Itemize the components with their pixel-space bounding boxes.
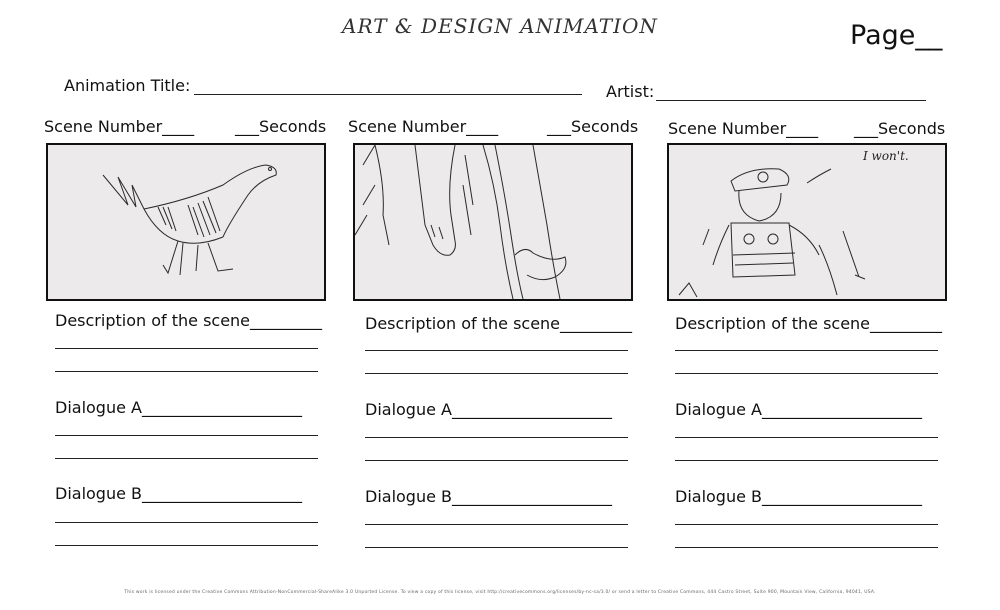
description-label: Description of the scene_________: [365, 314, 633, 333]
dialogue-a-field-3[interactable]: [675, 400, 922, 419]
description-line[interactable]: [365, 373, 628, 374]
description-line[interactable]: [365, 350, 628, 351]
scene-number-2: [348, 117, 498, 136]
dialogue-b-label: Dialogue B____________________: [55, 484, 303, 503]
page-title: ART & DESIGN ANIMATION: [342, 14, 658, 38]
description-line[interactable]: [55, 371, 318, 372]
dialogue-b-field-2[interactable]: [365, 487, 612, 506]
dialogue-b-label: Dialogue B____________________: [675, 487, 923, 506]
scene-number-3: [668, 119, 818, 138]
artist-field[interactable]: [606, 82, 926, 101]
dialogue-b-label: Dialogue B____________________: [365, 487, 613, 506]
bird-creature-sketch: [48, 145, 324, 299]
animation-title-line[interactable]: [194, 76, 582, 95]
dialogue-a-line[interactable]: [55, 435, 318, 436]
dialogue-a-label: Dialogue A____________________: [675, 400, 922, 419]
dialogue-b-line[interactable]: [55, 545, 318, 546]
seconds-3: [854, 119, 945, 138]
artist-line[interactable]: [656, 84, 926, 101]
scene-number-1: [44, 117, 194, 136]
dialogue-a-label: Dialogue A____________________: [365, 400, 612, 419]
animation-title-label: Animation Title:: [64, 76, 191, 95]
sketch-caption: I won't.: [863, 149, 909, 163]
description-line[interactable]: [675, 350, 938, 351]
scene-number-label: Scene Number____: [348, 117, 499, 136]
description-line[interactable]: [55, 348, 318, 349]
seconds-label: ___Seconds: [235, 117, 327, 136]
dialogue-b-field-1[interactable]: [55, 484, 302, 503]
artist-label: Artist:: [606, 82, 655, 101]
scene-panel-2: [353, 143, 633, 301]
scene-number-label: Scene Number____: [44, 117, 195, 136]
seconds-label: ___Seconds: [854, 119, 946, 138]
legs-and-tree-sketch: [355, 145, 631, 299]
dialogue-b-line[interactable]: [675, 524, 938, 525]
armored-soldier-sketch: [669, 145, 945, 299]
dialogue-a-line[interactable]: [675, 460, 938, 461]
scene-panel-3: [667, 143, 947, 301]
dialogue-b-field-3[interactable]: [675, 487, 922, 506]
dialogue-a-line[interactable]: [365, 437, 628, 438]
seconds-label: ___Seconds: [547, 117, 639, 136]
description-field-2[interactable]: [365, 314, 632, 333]
dialogue-a-label: Dialogue A____________________: [55, 398, 302, 417]
dialogue-a-line[interactable]: [365, 460, 628, 461]
dialogue-b-line[interactable]: [365, 524, 628, 525]
page-number-label: Page__: [850, 20, 943, 51]
dialogue-b-line[interactable]: [55, 522, 318, 523]
description-field-3[interactable]: [675, 314, 942, 333]
scene-panel-1: [46, 143, 326, 301]
scene-number-label: Scene Number____: [668, 119, 819, 138]
description-label: Description of the scene_________: [55, 311, 323, 330]
description-label: Description of the scene_________: [675, 314, 943, 333]
dialogue-a-line[interactable]: [675, 437, 938, 438]
dialogue-b-line[interactable]: [365, 547, 628, 548]
description-line[interactable]: [675, 373, 938, 374]
description-field-1[interactable]: [55, 311, 322, 330]
animation-title-field[interactable]: [64, 76, 582, 95]
license-footer: This work is licensed under the Creative Commons Attribution-NonCommercial-ShareAlike 3.0 Unported License. To view a copy of this license, visit http://creativecommons.org/licenses/by-nc-sa/3.0/ or send a letter to Creative Commons, 444 Castro Street, Suite 900, Mountain View, California, 94041, USA.: [124, 590, 876, 595]
seconds-1: [235, 117, 326, 136]
dialogue-b-line[interactable]: [675, 547, 938, 548]
dialogue-a-field-2[interactable]: [365, 400, 612, 419]
dialogue-a-field-1[interactable]: [55, 398, 302, 417]
seconds-2: [547, 117, 638, 136]
dialogue-a-line[interactable]: [55, 458, 318, 459]
